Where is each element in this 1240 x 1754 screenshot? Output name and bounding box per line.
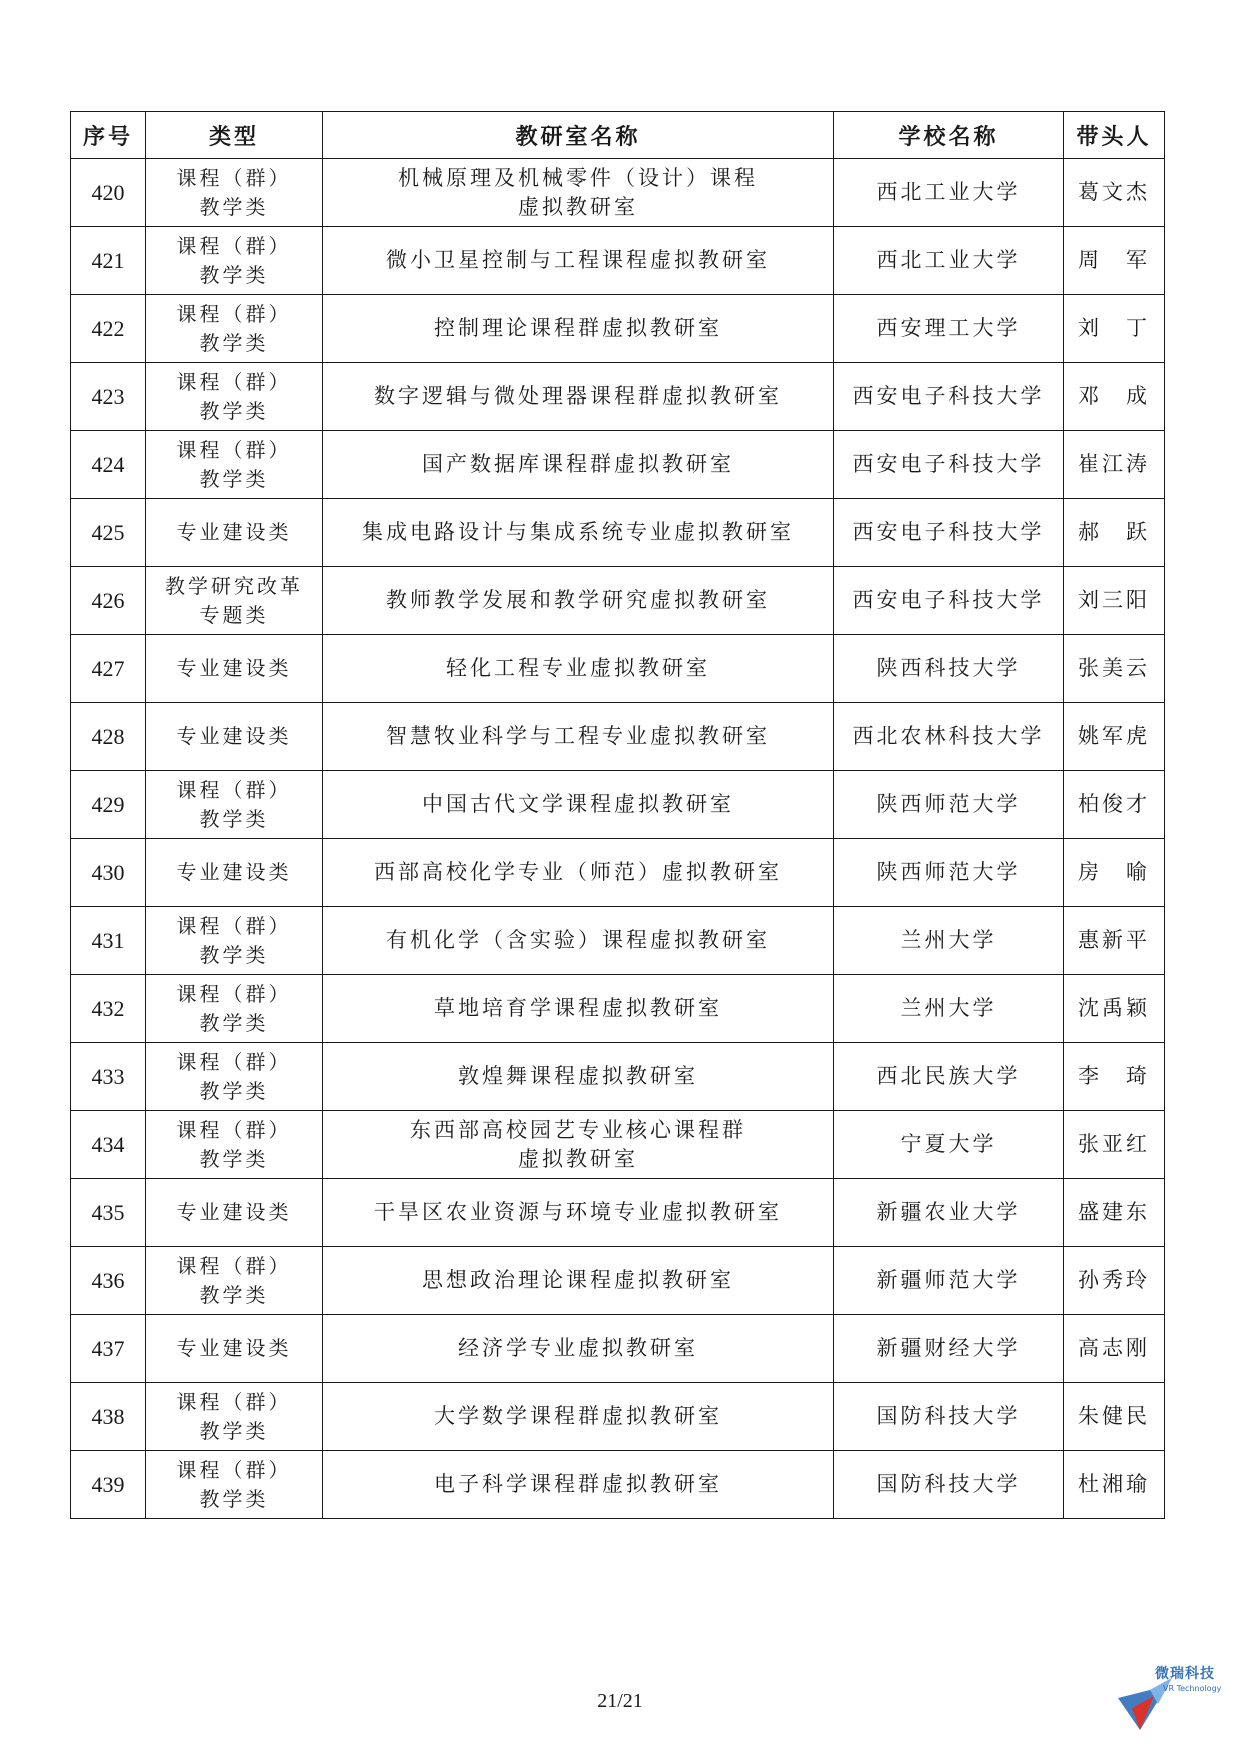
cell-lab-name-line: 西部高校化学专业（师范）虚拟教研室 [374, 860, 782, 884]
cell-school-name: 新疆师范大学 [834, 1247, 1064, 1315]
cell-lab-name [323, 227, 834, 295]
cell-leader-name: 孙秀玲 [1078, 1268, 1150, 1292]
cell-lab-name-line: 干旱区农业资源与环境专业虚拟教研室 [374, 1200, 782, 1224]
cell-leader [1064, 1383, 1165, 1451]
cell-leader [1064, 431, 1165, 499]
cell-serial-number: 439 [71, 1451, 146, 1519]
cell-type-line: 专业建设类 [176, 860, 292, 884]
cell-serial-number: 423 [71, 363, 146, 431]
cell-serial-number: 424 [71, 431, 146, 499]
cell-lab-name [323, 1043, 834, 1111]
cell-lab-name [323, 635, 834, 703]
table-row [71, 159, 1165, 227]
cell-serial-number: 435 [71, 1179, 146, 1247]
header-serial-number: 序号 [71, 112, 146, 159]
header-lab-name: 教研室名称 [323, 112, 834, 159]
cell-serial-number: 420 [71, 159, 146, 227]
cell-type-line: 教学类 [199, 1486, 269, 1511]
table-row [71, 567, 1165, 635]
table-row [71, 1451, 1165, 1519]
cell-leader-name: 杜湘瑜 [1078, 1472, 1150, 1496]
cell-leader [1064, 499, 1165, 567]
cell-type [146, 499, 323, 567]
cell-type [146, 1451, 323, 1519]
cell-leader-name: 刘三阳 [1078, 588, 1150, 612]
cell-lab-name [323, 1315, 834, 1383]
cell-leader [1064, 567, 1165, 635]
cell-type-line: 教学类 [199, 262, 269, 287]
table-row [71, 295, 1165, 363]
cell-lab-name-line: 思想政治理论课程虚拟教研室 [422, 1268, 734, 1292]
cell-lab-name [323, 1451, 834, 1519]
cell-lab-name-line: 集成电路设计与集成系统专业虚拟教研室 [362, 520, 794, 544]
cell-leader [1064, 295, 1165, 363]
cell-type-line: 专业建设类 [176, 1336, 292, 1360]
cell-type [146, 1247, 323, 1315]
cell-type [146, 1315, 323, 1383]
cell-leader [1064, 975, 1165, 1043]
cell-serial-number: 425 [71, 499, 146, 567]
cell-school-name: 宁夏大学 [834, 1111, 1064, 1179]
cell-lab-name-line: 教师教学发展和教学研究虚拟教研室 [386, 588, 770, 612]
cell-leader [1064, 839, 1165, 907]
cell-school-name: 陕西师范大学 [834, 771, 1064, 839]
cell-leader-name: 姚军虎 [1078, 724, 1150, 748]
table-row [71, 975, 1165, 1043]
cell-school-name: 西北民族大学 [834, 1043, 1064, 1111]
cell-type-line: 教学类 [199, 1146, 269, 1171]
logo-name: 微瑞科技 [1155, 1666, 1215, 1682]
cell-type-line: 课程（群） [176, 1253, 292, 1278]
cell-type-line: 课程（群） [176, 1117, 292, 1142]
cell-lab-name-line: 数字逻辑与微处理器课程群虚拟教研室 [374, 384, 782, 408]
table-row [71, 1111, 1165, 1179]
cell-leader-name: 沈禹颖 [1078, 996, 1150, 1020]
cell-lab-name-line: 机械原理及机械零件（设计）课程 [398, 165, 758, 190]
cell-lab-name-line: 虚拟教研室 [518, 1146, 638, 1171]
cell-lab-name [323, 159, 834, 227]
cell-leader [1064, 1247, 1165, 1315]
lab-roster-table [70, 111, 1165, 1519]
cell-school-name: 国防科技大学 [834, 1383, 1064, 1451]
cell-lab-name [323, 1179, 834, 1247]
table-row [71, 431, 1165, 499]
cell-leader-name: 惠新平 [1078, 928, 1150, 952]
cell-type [146, 1111, 323, 1179]
cell-leader [1064, 227, 1165, 295]
cell-leader [1064, 703, 1165, 771]
table-row [71, 907, 1165, 975]
cell-type [146, 295, 323, 363]
cell-lab-name [323, 907, 834, 975]
table-row [71, 635, 1165, 703]
cell-type-line: 课程（群） [176, 1049, 292, 1074]
cell-leader-name: 刘 丁 [1078, 316, 1150, 340]
table-row [71, 771, 1165, 839]
cell-serial-number: 432 [71, 975, 146, 1043]
cell-serial-number: 430 [71, 839, 146, 907]
cell-lab-name [323, 839, 834, 907]
cell-leader [1064, 1451, 1165, 1519]
cell-leader-name: 张美云 [1078, 656, 1150, 680]
cell-type-line: 教学类 [199, 194, 269, 219]
cell-type-line: 专业建设类 [176, 520, 292, 544]
table-row [71, 227, 1165, 295]
cell-type-line: 课程（群） [176, 777, 292, 802]
cell-leader [1064, 1043, 1165, 1111]
cell-leader-name: 朱健民 [1078, 1404, 1150, 1428]
cell-lab-name-line: 轻化工程专业虚拟教研室 [446, 656, 710, 680]
cell-lab-name-line: 大学数学课程群虚拟教研室 [434, 1404, 722, 1428]
cell-serial-number: 436 [71, 1247, 146, 1315]
table-row [71, 703, 1165, 771]
cell-type-line: 专业建设类 [176, 724, 292, 748]
page-number: 21/21 [597, 1690, 643, 1712]
cell-type [146, 1383, 323, 1451]
cell-type [146, 703, 323, 771]
cell-type [146, 159, 323, 227]
cell-serial-number: 427 [71, 635, 146, 703]
table-row [71, 1179, 1165, 1247]
cell-type [146, 431, 323, 499]
cell-lab-name [323, 1247, 834, 1315]
cell-type-line: 课程（群） [176, 233, 292, 258]
cell-type [146, 907, 323, 975]
cell-lab-name [323, 975, 834, 1043]
cell-type-line: 课程（群） [176, 981, 292, 1006]
cell-lab-name-line: 东西部高校园艺专业核心课程群 [410, 1117, 746, 1142]
cell-school-name: 西安电子科技大学 [834, 567, 1064, 635]
table-row [71, 1383, 1165, 1451]
table-body [71, 159, 1165, 1519]
header-leader: 带头人 [1064, 112, 1165, 159]
logo-subtitle: VR Technology [1163, 1684, 1222, 1693]
table-row [71, 1315, 1165, 1383]
cell-type-line: 课程（群） [176, 913, 292, 938]
cell-leader-name: 房 喻 [1078, 860, 1150, 884]
cell-serial-number: 428 [71, 703, 146, 771]
cell-school-name: 陕西科技大学 [834, 635, 1064, 703]
cell-lab-name [323, 1111, 834, 1179]
cell-school-name: 西安理工大学 [834, 295, 1064, 363]
cell-type [146, 567, 323, 635]
cell-lab-name-line: 智慧牧业科学与工程专业虚拟教研室 [386, 724, 770, 748]
cell-type [146, 771, 323, 839]
cell-lab-name [323, 567, 834, 635]
cell-lab-name-line: 国产数据库课程群虚拟教研室 [422, 452, 734, 476]
cell-lab-name-line: 有机化学（含实验）课程虚拟教研室 [386, 928, 770, 952]
cell-lab-name [323, 703, 834, 771]
cell-type-line: 教学类 [199, 398, 269, 423]
cell-serial-number: 438 [71, 1383, 146, 1451]
cell-school-name: 新疆农业大学 [834, 1179, 1064, 1247]
cell-leader-name: 高志刚 [1078, 1336, 1150, 1360]
cell-lab-name-line: 草地培育学课程虚拟教研室 [434, 996, 722, 1020]
cell-lab-name [323, 1383, 834, 1451]
cell-serial-number: 429 [71, 771, 146, 839]
cell-type-line: 教学类 [199, 942, 269, 967]
cell-lab-name-line: 中国古代文学课程虚拟教研室 [422, 792, 734, 816]
cell-type-line: 专业建设类 [176, 656, 292, 680]
cell-lab-name-line: 微小卫星控制与工程课程虚拟教研室 [386, 248, 770, 272]
cell-lab-name-line: 敦煌舞课程虚拟教研室 [458, 1064, 698, 1088]
cell-type [146, 635, 323, 703]
cell-leader-name: 周 军 [1078, 248, 1150, 272]
cell-school-name: 陕西师范大学 [834, 839, 1064, 907]
cell-leader-name: 李 琦 [1078, 1064, 1150, 1088]
cell-leader [1064, 363, 1165, 431]
cell-type-line: 课程（群） [176, 437, 292, 462]
table-row [71, 499, 1165, 567]
cell-type-line: 课程（群） [176, 165, 292, 190]
cell-type [146, 227, 323, 295]
cell-type-line: 专题类 [199, 602, 269, 627]
cell-serial-number: 437 [71, 1315, 146, 1383]
table-header-row [71, 112, 1165, 159]
cell-lab-name [323, 499, 834, 567]
cell-type-line: 教学类 [199, 1010, 269, 1035]
cell-serial-number: 422 [71, 295, 146, 363]
cell-leader [1064, 1179, 1165, 1247]
cell-type-line: 教学类 [199, 1078, 269, 1103]
cell-serial-number: 433 [71, 1043, 146, 1111]
header-school-name: 学校名称 [834, 112, 1064, 159]
cell-type [146, 975, 323, 1043]
cell-school-name: 西安电子科技大学 [834, 499, 1064, 567]
cell-school-name: 国防科技大学 [834, 1451, 1064, 1519]
cell-school-name: 西北农林科技大学 [834, 703, 1064, 771]
cell-leader [1064, 1315, 1165, 1383]
cell-leader-name: 邓 成 [1078, 384, 1150, 408]
cell-type-line: 教学类 [199, 1418, 269, 1443]
cell-lab-name-line: 经济学专业虚拟教研室 [458, 1336, 698, 1360]
table-row [71, 1043, 1165, 1111]
cell-school-name: 西北工业大学 [834, 159, 1064, 227]
cell-type [146, 839, 323, 907]
cell-leader [1064, 907, 1165, 975]
table-row [71, 1247, 1165, 1315]
cell-lab-name [323, 295, 834, 363]
cell-type [146, 1179, 323, 1247]
cell-lab-name-line: 电子科学课程群虚拟教研室 [434, 1472, 722, 1496]
cell-lab-name [323, 431, 834, 499]
cell-type [146, 363, 323, 431]
cell-type-line: 专业建设类 [176, 1200, 292, 1224]
cell-lab-name [323, 771, 834, 839]
cell-type-line: 教学研究改革 [165, 573, 303, 598]
cell-serial-number: 434 [71, 1111, 146, 1179]
cell-leader [1064, 771, 1165, 839]
cell-school-name: 西安电子科技大学 [834, 431, 1064, 499]
cell-type-line: 教学类 [199, 330, 269, 355]
header-type: 类型 [146, 112, 323, 159]
cell-type-line: 教学类 [199, 1282, 269, 1307]
cell-serial-number: 431 [71, 907, 146, 975]
cell-leader-name: 柏俊才 [1078, 792, 1150, 816]
cell-lab-name-line: 虚拟教研室 [518, 194, 638, 219]
cell-lab-name [323, 363, 834, 431]
cell-type-line: 课程（群） [176, 1389, 292, 1414]
cell-type-line: 教学类 [199, 806, 269, 831]
cell-leader-name: 盛建东 [1078, 1200, 1150, 1224]
cell-serial-number: 421 [71, 227, 146, 295]
cell-type-line: 教学类 [199, 466, 269, 491]
table-row [71, 363, 1165, 431]
cell-leader [1064, 635, 1165, 703]
cell-leader-name: 郝 跃 [1078, 520, 1150, 544]
cell-lab-name-line: 控制理论课程群虚拟教研室 [434, 316, 722, 340]
cell-leader [1064, 159, 1165, 227]
cell-serial-number: 426 [71, 567, 146, 635]
cell-school-name: 新疆财经大学 [834, 1315, 1064, 1383]
cell-school-name: 兰州大学 [834, 975, 1064, 1043]
cell-school-name: 兰州大学 [834, 907, 1064, 975]
cell-type [146, 1043, 323, 1111]
cell-leader-name: 张亚红 [1078, 1132, 1150, 1156]
cell-leader-name: 葛文杰 [1078, 180, 1150, 204]
cell-school-name: 西安电子科技大学 [834, 363, 1064, 431]
cell-type-line: 课程（群） [176, 301, 292, 326]
cell-type-line: 课程（群） [176, 369, 292, 394]
cell-leader-name: 崔江涛 [1078, 452, 1150, 476]
cell-type-line: 课程（群） [176, 1457, 292, 1482]
cell-school-name: 西北工业大学 [834, 227, 1064, 295]
table-row [71, 839, 1165, 907]
cell-leader [1064, 1111, 1165, 1179]
